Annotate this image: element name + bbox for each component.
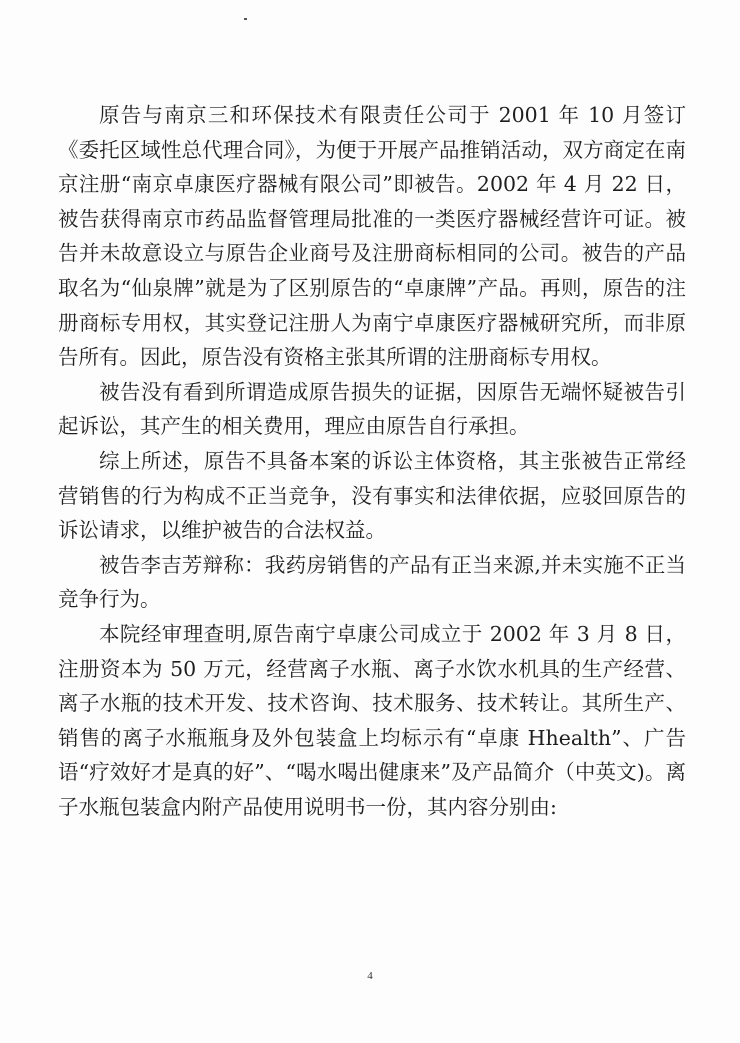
- scan-speck: [244, 18, 247, 20]
- paragraph-li-jifang-defense: 被告李吉芳辩称：我药房销售的产品有正当来源,并未实施不正当竞争行为。: [58, 552, 686, 612]
- paragraph-court-findings: 本院经审理查明,原告南宁卓康公司成立于 2002 年 3 月 8 日，注册资本为 50 万元，经营离子水瓶、离子水饮水机具的生产经营、离子水瓶的技术开发、技术咨询、技术服务、技术转让。其所生产、销售的离子水瓶瓶身及外包装盒上均标示有“卓康 Hhealth”、广告语“疗效好才是真的好”、“喝水喝出健康来”及产品简介（中英文)。离子水瓶包装盒内附产品使用说明书一份，其内容分别由:: [58, 621, 686, 819]
- document-body: [58, 98, 686, 824]
- paragraph-no-loss-evidence: 被告没有看到所谓造成原告损失的证据，因原告无端怀疑被告引起诉讼，其产生的相关费用，理应由原告自行承担。: [58, 379, 686, 439]
- paragraph-defendant-history: 原告与南京三和环保技术有限责任公司于 2001 年 10 月签订《委托区域性总代理合同》，为便于开展产品推销活动，双方商定在南京注册“南京卓康医疗器械有限公司”即被告。2002 年 4 月 22 日，被告获得南京市药品监督管理局批准的一类医疗器械经营许可证。被告并未故意设立与原告企业商号及注册商标相同的公司。被告的产品取名为“仙泉牌”就是为了区别原告的“卓康牌”产品。再则，原告的注册商标专用权，其实登记注册人为南宁卓康医疗器械研究所，而非原告所有。因此，原告没有资格主张其所谓的注册商标专用权。: [58, 103, 686, 370]
- page-number: 4: [367, 970, 373, 982]
- paragraph-summary: 综上所述，原告不具备本案的诉讼主体资格，其主张被告正常经营销售的行为构成不正当竞争，没有事实和法律依据，应驳回原告的诉讼请求，以维护被告的合法权益。: [58, 448, 686, 543]
